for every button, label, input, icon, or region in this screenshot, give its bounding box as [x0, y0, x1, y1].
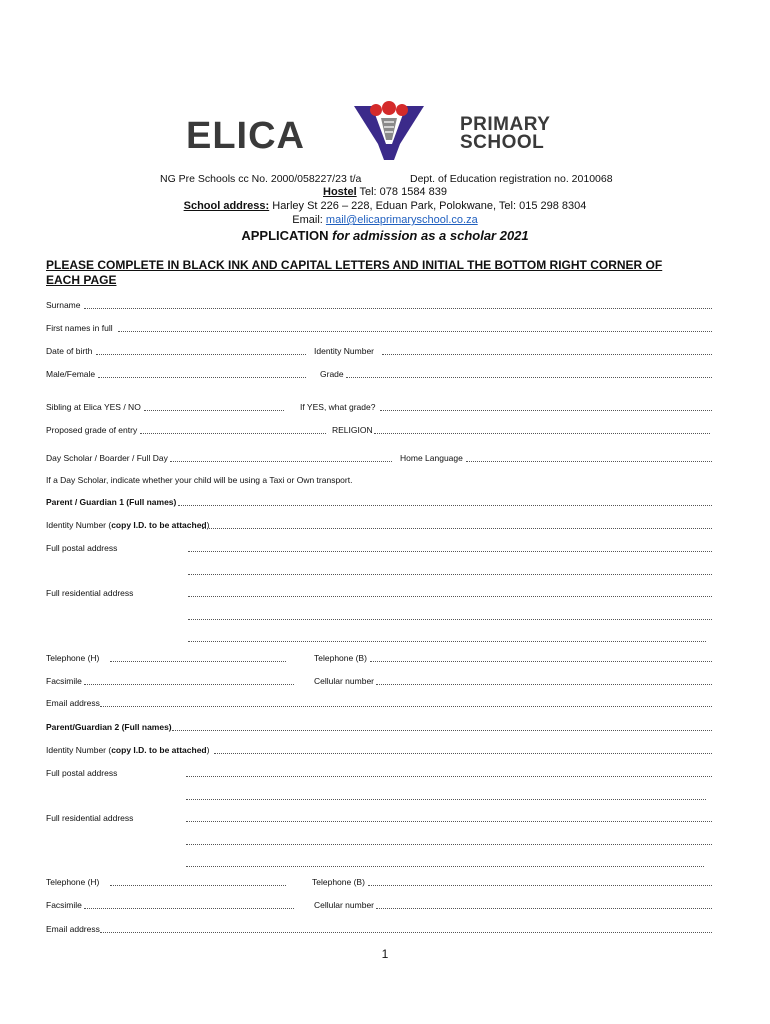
dob-label: Date of birth — [46, 346, 93, 356]
parent2-id-label-post: ) — [206, 745, 210, 755]
parent1-fax-row — [46, 675, 712, 687]
parent2-residential-row — [46, 812, 712, 824]
parent1-id-label-bold: copy I.D. to be attached — [111, 520, 207, 530]
parent2-residential-label: Full residential address — [46, 813, 134, 823]
parent2-fax-row — [46, 899, 712, 911]
parent1-tel-h-field[interactable] — [110, 660, 286, 662]
transport-note — [46, 474, 712, 486]
address-text: Harley St 226 – 228, Eduan Park, Polokwane, Tel: 015 298 8304 — [269, 200, 587, 212]
scholar-language-row — [46, 452, 712, 464]
instructions: PLEASE COMPLETE IN BLACK INK AND CAPITAL LETTERS AND INITIAL THE BOTTOM RIGHT CORNER OF EACH PAGE — [46, 258, 663, 287]
surname-field[interactable] — [84, 307, 712, 309]
parent1-cell-field[interactable] — [376, 683, 712, 685]
parent2-residential-field-2[interactable] — [186, 843, 712, 845]
parent2-name-row — [46, 721, 712, 733]
id-number-field[interactable] — [382, 353, 712, 355]
parent1-fax-field[interactable] — [84, 683, 294, 685]
if-yes-label: If YES, what grade? — [300, 402, 376, 412]
parent2-tel-h-label: Telephone (H) — [46, 877, 100, 887]
parent2-id-label-pre: Identity Number ( — [46, 745, 112, 755]
parent2-email-field[interactable] — [100, 931, 712, 933]
parent1-residential-field-3[interactable] — [188, 640, 706, 642]
religion-label: RELIGION — [332, 425, 373, 435]
scholar-type-label: Day Scholar / Boarder / Full Day — [46, 453, 168, 463]
proposed-grade-label: Proposed grade of entry — [46, 425, 138, 435]
sibling-label: Sibling at Elica YES / NO — [46, 402, 141, 412]
email-label: Email: — [292, 214, 326, 226]
religion-field[interactable] — [374, 432, 710, 434]
parent1-name-label: Parent / Guardian 1 (Full names) — [46, 497, 177, 507]
parent1-email-label: Email address — [46, 698, 100, 708]
email-line — [0, 214, 770, 226]
hostel-line — [0, 186, 770, 198]
parent2-tel-b-label: Telephone (B) — [312, 877, 365, 887]
scholar-type-field[interactable] — [170, 460, 392, 462]
parent1-email-field[interactable] — [100, 705, 712, 707]
company-registration: NG Pre Schools cc No. 2000/058227/23 t/a — [160, 173, 362, 185]
parent2-id-label — [46, 744, 209, 756]
parent1-name-field[interactable] — [178, 504, 712, 506]
surname-row — [46, 299, 712, 311]
parent2-name-label: Parent/Guardian 2 (Full names) — [46, 722, 172, 732]
dept-registration: Dept. of Education registration no. 2010068 — [410, 173, 613, 185]
parent2-email-label: Email address — [46, 924, 100, 934]
parent1-id-row — [46, 519, 712, 531]
parent1-email-row — [46, 697, 712, 709]
page-title — [0, 228, 770, 243]
parent1-id-label-post: ) — [206, 520, 210, 530]
parent1-postal-row-2 — [46, 565, 712, 577]
parent2-id-field[interactable] — [214, 752, 712, 754]
parent1-name-row — [46, 496, 712, 508]
parent1-postal-label: Full postal address — [46, 543, 118, 553]
sibling-row — [46, 401, 712, 413]
parent2-postal-row — [46, 767, 712, 779]
address-label: School address: — [183, 200, 270, 212]
grade-religion-row — [46, 424, 712, 436]
first-names-field[interactable] — [118, 330, 712, 332]
if-yes-field[interactable] — [380, 409, 712, 411]
dob-field[interactable] — [96, 353, 306, 355]
proposed-grade-field[interactable] — [140, 432, 326, 434]
logo-primary-text: PRIMARY — [460, 114, 551, 135]
parent2-residential-row-2 — [46, 835, 712, 847]
parent2-postal-field-1[interactable] — [186, 775, 712, 777]
school-address-line — [0, 200, 770, 212]
hostel-label: Hostel — [323, 186, 357, 198]
parent1-residential-field-2[interactable] — [188, 618, 712, 620]
parent2-postal-label: Full postal address — [46, 768, 118, 778]
parent1-id-label-pre: Identity Number ( — [46, 520, 112, 530]
parent1-residential-row-2 — [46, 610, 712, 622]
sibling-field[interactable] — [144, 409, 284, 411]
parent1-id-field[interactable] — [202, 527, 712, 529]
parent1-tel-b-field[interactable] — [370, 660, 712, 662]
page-number: 1 — [381, 947, 389, 961]
parent2-tel-b-field[interactable] — [368, 884, 712, 886]
parent2-postal-row-2 — [46, 790, 712, 802]
school-crest-icon — [348, 100, 430, 164]
gender-grade-row — [46, 368, 712, 380]
parent1-residential-field-1[interactable] — [188, 595, 712, 597]
grade-field[interactable] — [346, 376, 712, 378]
id-number-label: Identity Number — [314, 346, 374, 356]
parent1-postal-field-1[interactable] — [188, 550, 712, 552]
parent2-name-field[interactable] — [172, 729, 712, 731]
parent2-id-label-bold: copy I.D. to be attached — [111, 745, 207, 755]
parent2-fax-field[interactable] — [84, 907, 294, 909]
parent1-cell-label: Cellular number — [314, 676, 374, 686]
gender-field[interactable] — [98, 376, 306, 378]
title-italic: for admission as a scholar 2021 — [332, 228, 529, 243]
email-link[interactable]: mail@elicaprimaryschool.co.za — [325, 214, 478, 226]
hostel-tel: Tel: 078 1584 839 — [356, 186, 447, 198]
parent2-fax-label: Facsimile — [46, 900, 82, 910]
school-name-logo: ELICA — [186, 115, 305, 157]
parent2-residential-field-1[interactable] — [186, 820, 712, 822]
parent2-email-row — [46, 923, 712, 935]
parent1-residential-row-3 — [46, 632, 712, 644]
parent1-fax-label: Facsimile — [46, 676, 82, 686]
parent1-residential-label: Full residential address — [46, 588, 134, 598]
school-type-logo — [460, 116, 550, 152]
gender-label: Male/Female — [46, 369, 96, 379]
parent2-residential-row-3 — [46, 857, 712, 869]
home-language-label: Home Language — [400, 453, 463, 463]
parent1-postal-field-2[interactable] — [188, 573, 712, 575]
parent1-postal-row — [46, 542, 712, 554]
parent2-id-row — [46, 744, 712, 756]
transport-note-text: If a Day Scholar, indicate whether your child will be using a Taxi or Own transport. — [46, 475, 353, 485]
parent1-residential-row — [46, 587, 712, 599]
parent2-tel-row — [46, 876, 712, 888]
parent2-postal-field-2[interactable] — [186, 798, 706, 800]
first-names-row — [46, 322, 712, 334]
parent1-tel-b-label: Telephone (B) — [314, 653, 367, 663]
parent1-tel-h-label: Telephone (H) — [46, 653, 100, 663]
title-main: APPLICATION — [241, 228, 333, 243]
logo-school-text: SCHOOL — [460, 132, 545, 153]
home-language-field[interactable] — [466, 460, 712, 462]
surname-label: Surname — [46, 300, 81, 310]
grade-label: Grade — [320, 369, 344, 379]
parent1-tel-row — [46, 652, 712, 664]
parent2-cell-field[interactable] — [376, 907, 712, 909]
dob-id-row — [46, 345, 712, 357]
parent1-id-label — [46, 519, 209, 531]
parent2-cell-label: Cellular number — [314, 900, 374, 910]
parent2-tel-h-field[interactable] — [110, 884, 286, 886]
parent2-residential-field-3[interactable] — [186, 865, 704, 867]
first-names-label: First names in full — [46, 323, 113, 333]
